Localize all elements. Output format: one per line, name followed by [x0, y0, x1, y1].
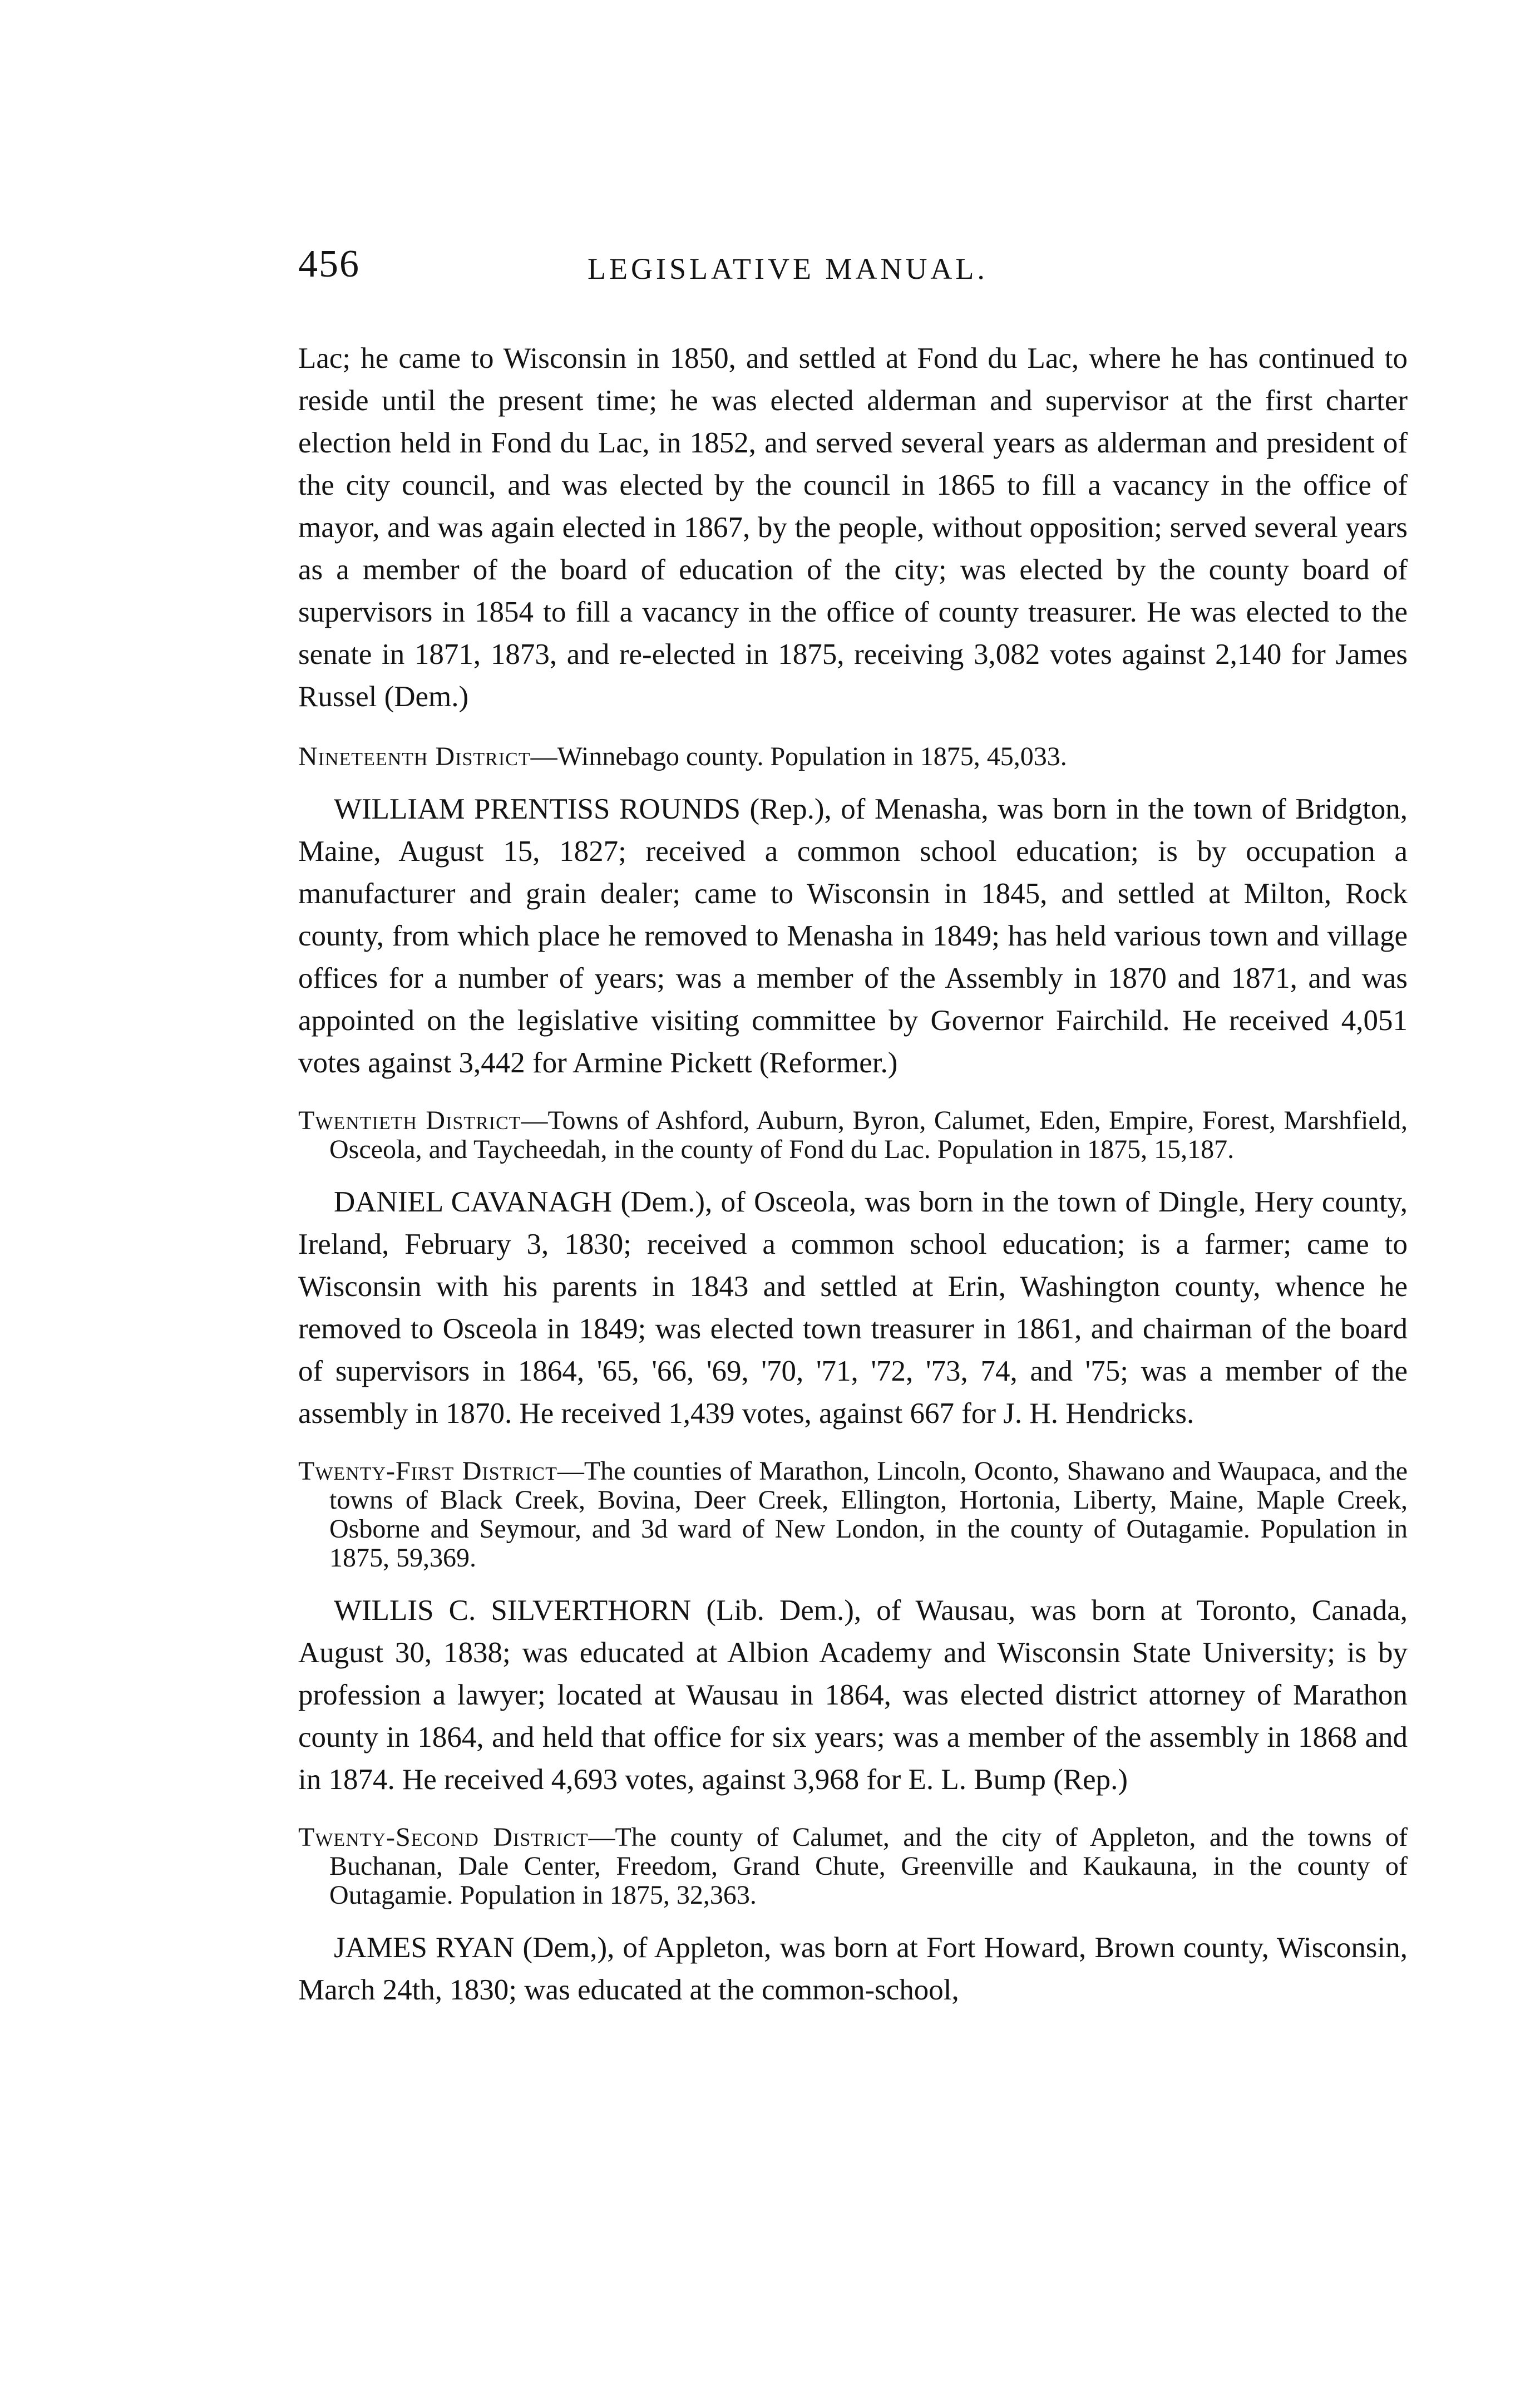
document-page	[298, 245, 1408, 2011]
district-description: —Towns of Ashford, Auburn, Byron, Calumet, Eden, Empire, Forest, Marshfield, Osceola, and Taycheedah, in the county of Fond du Lac. Population in 1875, 15,187.	[329, 1106, 1408, 1164]
district-heading	[298, 1457, 1408, 1573]
district-description: —The county of Calumet, and the city of Appleton, and the towns of Buchanan, Dale Center, Freedom, Grand Chute, Greenville and Kaukauna, in the county of Outagamie. Population in 1875, 32,363.	[329, 1822, 1408, 1910]
district-description: —The counties of Marathon, Lincoln, Oconto, Shawano and Waupaca, and the towns of Black Creek, Bovina, Deer Creek, Ellington, Hortonia, Liberty, Maine, Maple Creek, Osborne and Seymour, and 3d ward of New London, in the county of Outagamie. Population in 1875, 59,369.	[329, 1456, 1408, 1573]
district-name: Twentieth District	[298, 1106, 521, 1135]
district-heading	[298, 1106, 1408, 1164]
senator-biography: WILLIAM PRENTISS ROUNDS (Rep.), of Menasha, was born in the town of Bridgton, Maine, August 15, 1827; received a common school education; is by occupation a manufacturer and grain dealer; came to Wisconsin in 1845, and settled at Milton, Rock county, from which place he removed to Menasha in 1849; has held various town and village offices for a number of years; was a member of the Assembly in 1870 and 1871, and was appointed on the legislative visiting committee by Governor Fairchild. He received 4,051 votes against 3,442 for Armine Pickett (Reformer.)	[298, 793, 1408, 1079]
district-name: Twenty-First District	[298, 1456, 557, 1486]
district-name: Nineteenth District	[298, 742, 531, 771]
running-title: LEGISLATIVE MANUAL.	[588, 252, 988, 285]
district-name: Twenty-Second District	[298, 1822, 589, 1852]
page-header	[298, 245, 1408, 306]
page-number: 456	[298, 243, 360, 285]
district-heading	[298, 1823, 1408, 1910]
senator-biography: DANIEL CAVANAGH (Dem.), of Osceola, was born in the town of Dingle, Hery county, Ireland, February 3, 1830; received a common school education; is a farmer; came to Wisconsin with his parents in 1843 and settled at Erin, Washington county, whence he removed to Osceola in 1849; was elected town treasurer in 1861, and chairman of the board of supervisors in 1864, '65, '66, '69, '70, '71, '72, '73, 74, and '75; was a member of the assembly in 1870. He received 1,439 votes, against 667 for J. H. Hendricks.	[298, 1186, 1408, 1430]
district-heading	[298, 742, 1408, 771]
senator-biography: JAMES RYAN (Dem,), of Appleton, was born at Fort Howard, Brown county, Wisconsin, March 24th, 1830; was educated at the common-school,	[298, 1932, 1408, 2006]
continued-biography: Lac; he came to Wisconsin in 1850, and settled at Fond du Lac, where he has continued to reside until the present time; he was elected alderman and supervisor at the first charter election held in Fond du Lac, in 1852, and served several years as alderman and president of the city council, and was elected by the council in 1865 to fill a vacancy in the office of mayor, and was again elected in 1867, by the people, without opposition; served several years as a member of the board of education of the city; was elected by the county board of supervisors in 1854 to fill a vacancy in the office of county treasurer. He was elected to the senate in 1871, 1873, and re-elected in 1875, receiving 3,082 votes against 2,140 for James Russel (Dem.)	[298, 342, 1408, 713]
district-description: —Winnebago county. Population in 1875, 45,033.	[530, 742, 1067, 771]
senator-biography: WILLIS C. SILVERTHORN (Lib. Dem.), of Wausau, was born at Toronto, Canada, August 30, 1838; was educated at Albion Academy and Wisconsin State University; is by profession a lawyer; located at Wausau in 1864, was elected district attorney of Marathon county in 1864, and held that office for six years; was a member of the assembly in 1868 and in 1874. He received 4,693 votes, against 3,968 for E. L. Bump (Rep.)	[298, 1594, 1408, 1796]
